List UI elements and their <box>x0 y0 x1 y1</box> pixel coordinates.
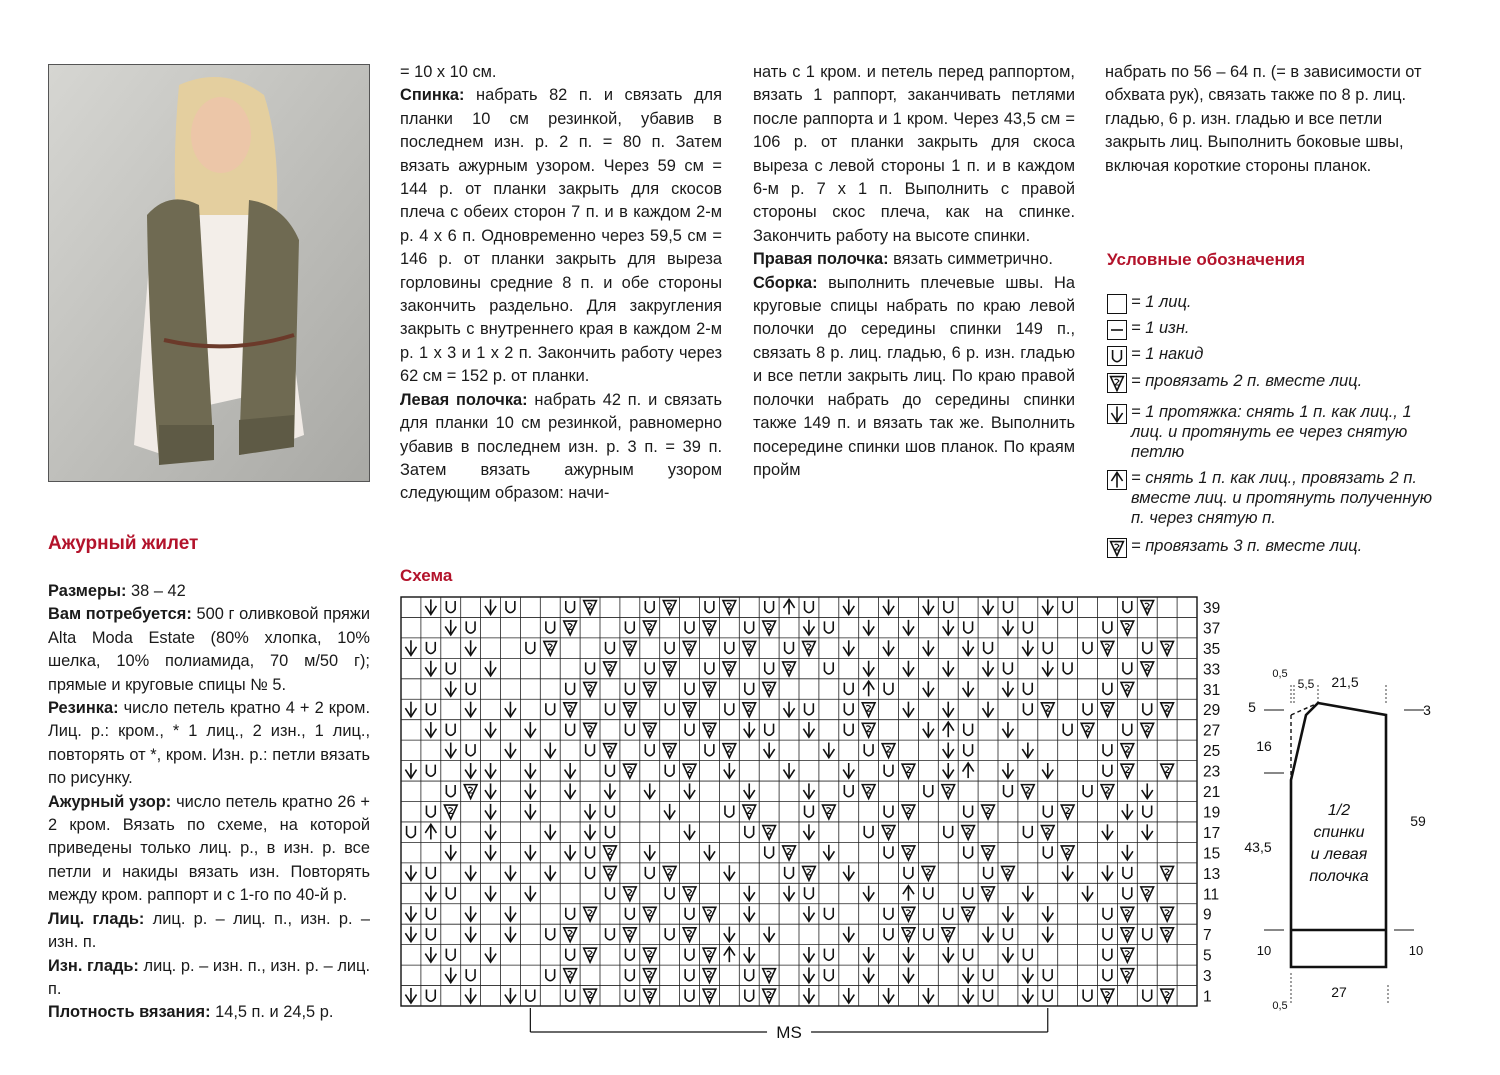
chart-row-number: 27 <box>1203 722 1221 740</box>
chart-row-number: 7 <box>1203 927 1212 945</box>
paragraph <box>48 1001 370 1024</box>
schematic-title-line: и левая <box>1310 846 1368 863</box>
paragraph <box>400 61 722 84</box>
dimension-label: 21,5 <box>1331 674 1359 690</box>
chart-title: Схема <box>400 566 453 585</box>
paragraph-text: лиц. р. – лиц. п., изн. р. – изн. п. <box>48 909 370 952</box>
chart-row-number: 25 <box>1203 743 1221 761</box>
paragraph-text: выполнить плечевые швы. На круговые спицы набрать по краю левой полочки до середины спинки 149 п., связать 8 р. лиц. гладью, 6 р. изн. гладью и все петли закрыть лиц. По краю правой полочки набрать до середины спинки также 149 п. и вязать так же. Выполнить посередине спинки шов планок. По краям пройм <box>753 273 1075 479</box>
paragraph <box>48 908 370 955</box>
paragraph <box>753 248 1075 271</box>
paragraph-text: вязать симметрично. <box>888 250 1053 269</box>
chart-row-number: 23 <box>1203 763 1221 781</box>
garment-schematic <box>1236 655 1446 1015</box>
legend-text: = 1 лиц. <box>1131 293 1192 311</box>
dimension-label: 27 <box>1331 984 1347 1000</box>
dimension-label: 0,5 <box>1272 1000 1288 1012</box>
paragraph <box>48 791 370 908</box>
chart-row-number: 13 <box>1203 865 1221 883</box>
paragraph-text: 500 г оливковой пряжи Alta Moda Estate (80% хлопка, 10% шелка, 10% полиамида, 70 м/50 г); прямые и круговые спицы № 5. <box>48 605 370 694</box>
paragraph <box>753 272 1075 483</box>
chart-row-number: 29 <box>1203 702 1221 720</box>
k3tog-icon <box>1107 538 1127 558</box>
schematic-title-line: спинки <box>1313 824 1365 841</box>
paragraph-text: = 10 х 10 см. <box>400 63 497 81</box>
chart-row-number: 39 <box>1203 599 1221 617</box>
instructions-column-2 <box>400 61 722 506</box>
model-photo <box>48 64 370 482</box>
schematic-title-line: 1/2 <box>1327 802 1351 819</box>
paragraph-label: Изн. гладь: <box>48 956 139 975</box>
legend-text: = 1 протяжка: снять 1 п. как лиц., 1 лиц. и протянуть ее через снятую петлю <box>1131 403 1412 461</box>
chart-row-number: 9 <box>1203 906 1212 924</box>
dimension-label: 10 <box>1408 943 1424 958</box>
chart-row-number: 11 <box>1203 886 1220 904</box>
chart-row-number: 21 <box>1203 784 1221 802</box>
paragraph-label: Ажурный узор: <box>48 792 172 811</box>
dimension-label: 16 <box>1256 738 1272 754</box>
paragraph <box>1105 61 1427 178</box>
legend-text: = провязать 3 п. вместе лиц. <box>1131 537 1363 555</box>
chart-row-number: 5 <box>1203 947 1212 965</box>
paragraph-text: набрать 42 п. и связать для планки 10 см резинкой, равномерно убавив в последнем изн. р. 3 п. = 39 п. Затем вязать ажурным узором следующим образом: начи- <box>400 390 722 503</box>
knit-square-icon <box>1107 294 1127 314</box>
legend-text: = снять 1 п. как лиц., провязать 2 п. вместе лиц. и протянуть полученную п. через снятую п. <box>1131 469 1433 527</box>
paragraph-label: Правая полочка: <box>753 250 889 269</box>
chart-row-number: 35 <box>1203 640 1221 658</box>
chart-row-number: 33 <box>1203 661 1221 679</box>
repeat-label: MS <box>776 1023 802 1042</box>
dimension-label: 10 <box>1256 943 1272 958</box>
paragraph-text: набрать по 56 – 64 п. (= в зависимости от обхвата рук), связать также по 8 р. лиц. гладью, 6 р. изн. гладью и все петли закрыть лиц. Выполнить боковые швы, включая короткие стороны планок. <box>1105 63 1422 175</box>
paragraph <box>400 389 722 506</box>
pattern-title: Ажурный жилет <box>48 533 199 554</box>
legend-title: Условные обозначения <box>1107 250 1306 269</box>
paragraph-label: Сборка: <box>753 273 818 292</box>
dimension-label: 43,5 <box>1244 839 1272 855</box>
chart-row-number: 31 <box>1203 681 1221 699</box>
paragraph <box>400 84 722 388</box>
chart-row-number: 19 <box>1203 804 1221 822</box>
legend-text: = провязать 2 п. вместе лиц. <box>1131 372 1363 390</box>
paragraph-label: Спинка: <box>400 86 465 105</box>
paragraph-label: Резинка: <box>48 699 119 718</box>
dimension-label: 3 <box>1423 702 1431 718</box>
legend-text: = 1 накид <box>1131 345 1204 363</box>
paragraph-label: Плотность вязания: <box>48 1003 211 1022</box>
paragraph-text: 14,5 п. и 24,5 р. <box>210 1003 334 1022</box>
paragraph-text: число петель кратно 26 + 2 кром. Вязать по схеме, на которой приведены только лиц. р., в изн. р. все петли и накиды вязать изн. Повторять между кром. раппорт и с 1-го по 40-й р. <box>48 792 370 905</box>
arrow-up-icon <box>1107 470 1127 490</box>
dimension-label: 59 <box>1410 813 1426 829</box>
paragraph-label: Размеры: <box>48 582 127 600</box>
chart-row-number: 15 <box>1203 845 1221 863</box>
k2tog-icon <box>1107 373 1127 393</box>
paragraph <box>48 580 370 603</box>
dimension-label: 0,5 <box>1272 668 1288 680</box>
paragraph <box>48 955 370 1002</box>
paragraph <box>48 697 370 791</box>
paragraph-label: Лиц. гладь: <box>48 909 145 928</box>
chart-row-number: 3 <box>1203 968 1212 986</box>
materials-column <box>48 580 370 1025</box>
legend-text: = 1 изн. <box>1131 319 1190 337</box>
paragraph <box>48 603 370 697</box>
paragraph <box>753 61 1075 248</box>
purl-dash-icon <box>1107 320 1127 340</box>
paragraph-text: набрать 82 п. и связать для планки 10 см резинкой, убавив в последнем изн. р. 2 п. = 80 п. Затем вязать ажурным узором. Через 59 см = 144 р. от планки закрыть для скосов плеча с обеих сторон 7 п. и в каждом 2-м р. 4 х 6 п. Одновременно через 59,5 см = 146 р. от планки закрыть для выреза горловины средние 8 п. и обе стороны закончить раздельно. Для закругления закрыть с внутреннего края в каждом 2-м р. 1 х 3 и 1 х 2 п. Закончить работу через 62 см = 152 р. от планки. <box>400 86 722 386</box>
schematic-title-line: полочка <box>1309 868 1369 885</box>
paragraph-text: нать с 1 кром. и петель перед раппортом, вязать 1 раппорт, заканчивать петлями после раппорта и 1 кром. Через 43,5 см = 106 р. от планки закрыть для скоса выреза с левой стороны 1 п. и в каждом 6-м р. 7 х 1 п. Выполнить с правой стороны скос плеча, как на спинке. Закончить работу на высоте спинки. <box>753 63 1075 245</box>
chart-row-number: 37 <box>1203 620 1221 638</box>
instructions-column-4 <box>1105 61 1427 178</box>
chart-row-number: 17 <box>1203 824 1221 842</box>
paragraph-text: лиц. р. – изн. п., изн. р. – лиц. п. <box>48 956 370 998</box>
chart-grid <box>401 597 1197 1006</box>
arrow-down-icon <box>1107 404 1127 424</box>
yarn-over-u-icon <box>1107 346 1127 366</box>
paragraph-label: Вам потребуется: <box>48 605 192 624</box>
paragraph-text: 38 – 42 <box>126 582 186 600</box>
dimension-label: 5,5 <box>1297 677 1315 691</box>
dimension-label: 5 <box>1248 699 1256 715</box>
paragraph-label: Левая полочка: <box>400 390 528 409</box>
paragraph-text: число петель кратно 4 + 2 кром. Лиц. р.: кром., * 1 лиц., 2 изн., 1 лиц., повторять от *, кром. Изн. р.: петли вязать по рисунку. <box>48 699 370 788</box>
instructions-column-3 <box>753 61 1075 482</box>
chart-row-number: 1 <box>1203 988 1212 1006</box>
model-photo-illustration <box>49 65 369 481</box>
knitting-chart <box>400 596 1230 1056</box>
